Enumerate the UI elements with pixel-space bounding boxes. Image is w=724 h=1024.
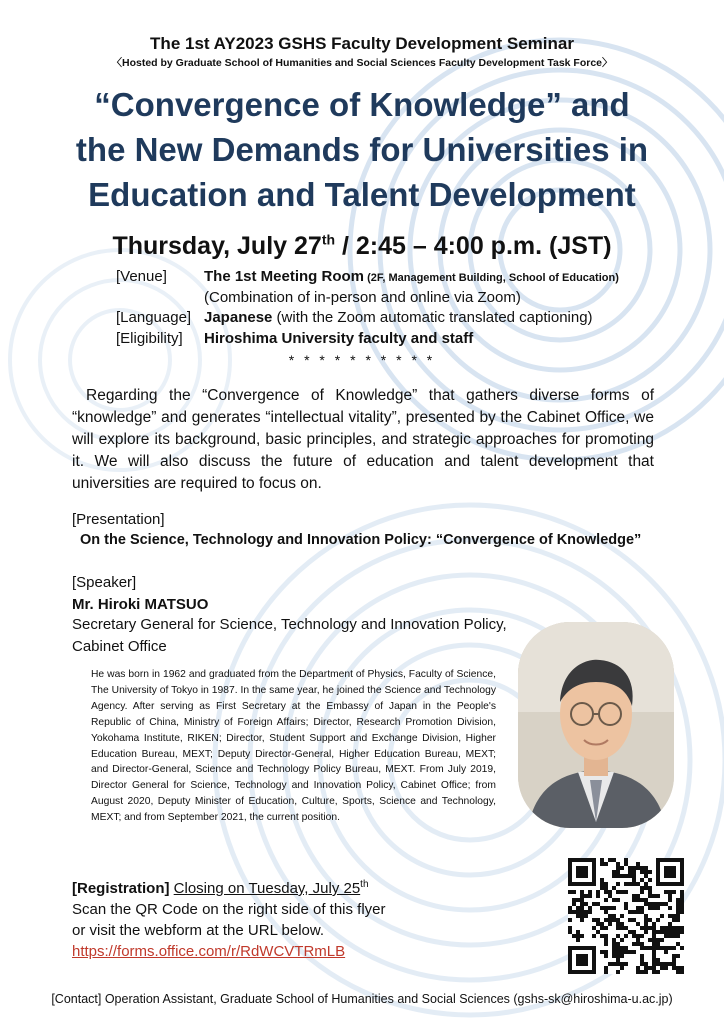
- event-time: / 2:45 – 4:00 p.m. (JST): [335, 232, 612, 260]
- venue-sub: (2F, Management Building, School of Education): [364, 272, 619, 284]
- registration-link[interactable]: https://forms.office.com/r/RdWCVTRmLB: [72, 943, 346, 960]
- venue-value: [204, 268, 619, 285]
- speaker-label: [Speaker]: [72, 574, 137, 591]
- registration-line-2: Scan the QR Code on the right side of this flyer: [72, 901, 386, 918]
- speaker-bio: He was born in 1962 and graduated from the Department of Physics, Faculty of Science, The University of Tokyo in 1987. In the same year, he joined the Science and Technology Agency. After serving as First Secretary at the Embassy of Japan in the People's Republic of China, Ministry of Foreign Affairs; Director, Research Promotion Division, Yokohama Institute, RIKEN; Director, Student Support and Exchange Division, Higher Education Bureau, MEXT; Deputy Director-General, Higher Education Bureau, MEXT; and Director-General, Science and Technology Policy Bureau, MEXT. From July 2019, Director General for Science, Technology and Innovation Policy, Cabinet Office; from August 2020, Deputy Minister of Education, Culture, Sports, Science and Technology, MEXT; and from September 2021, the current position.: [91, 669, 496, 824]
- venue-main: The 1st Meeting Room: [204, 268, 365, 285]
- language-main: Japanese: [204, 309, 273, 326]
- language-value: [204, 309, 593, 326]
- registration-label: [Registration]: [72, 880, 170, 897]
- main-title-line-1: “Convergence of Knowledge” and: [94, 86, 630, 123]
- language-label: [Language]: [116, 309, 192, 326]
- eligibility-row: [116, 330, 676, 351]
- registration-line-3: or visit the webform at the URL below.: [72, 922, 325, 939]
- presentation-label: [Presentation]: [72, 511, 165, 528]
- registration-closing-ordinal: th: [360, 879, 369, 890]
- presentation-title: On the Science, Technology and Innovation Policy: “Convergence of Knowledge”: [80, 532, 642, 548]
- speaker-position: Secretary General for Science, Technology and Innovation Policy, Cabinet Office: [72, 616, 507, 655]
- speaker-portrait-icon: [518, 622, 674, 828]
- registration-line-1: [72, 878, 542, 899]
- registration-qr-code-icon[interactable]: [568, 858, 684, 974]
- contact-info: [Contact] Operation Assistant, Graduate School of Humanities and Social Sciences (gshs-sk@hiroshima-u.ac.jp): [51, 992, 673, 1006]
- language-row: [116, 309, 676, 330]
- eligibility-value: Hiroshima University faculty and staff: [204, 329, 474, 347]
- event-date-time: [0, 232, 724, 261]
- event-day-ordinal: th: [321, 231, 336, 248]
- speaker-name: Mr. Hiroki MATSUO: [72, 596, 209, 613]
- seminar-title: The 1st AY2023 GSHS Faculty Development Seminar: [150, 34, 574, 53]
- main-title: [20, 82, 704, 217]
- language-note: (with the Zoom automatic translated captioning): [272, 309, 593, 326]
- seminar-description: Regarding the “Convergence of Knowledge” that gathers diverse forms of “knowledge” and generates “intellectual vitality”, presented by the Cabinet Office, we will explore its background, basic principles, and strategic approaches for promoting it. We will also discuss the future of education and talent development that universities are required to focus on.: [72, 387, 654, 492]
- registration-closing: Closing on Tuesday, July 25: [173, 880, 361, 897]
- main-title-line-2: the New Demands for Universities in: [75, 131, 649, 168]
- venue-label: [Venue]: [116, 268, 167, 285]
- speaker-photo: [518, 622, 674, 828]
- event-day: Thursday, July 27: [112, 232, 322, 260]
- registration-info: [72, 878, 542, 962]
- hosted-by: 〈Hosted by Graduate School of Humanities and Social Sciences Faculty Development Task Force〉: [111, 57, 613, 69]
- event-details: [116, 268, 676, 350]
- main-title-line-3: Education and Talent Development: [88, 176, 636, 213]
- eligibility-label: [Eligibility]: [116, 329, 183, 347]
- venue-note-row: [116, 289, 676, 310]
- venue-note: (Combination of in-person and online via Zoom): [204, 288, 521, 306]
- venue-row: [116, 268, 676, 289]
- separator: * * * * * * * * * *: [288, 352, 436, 368]
